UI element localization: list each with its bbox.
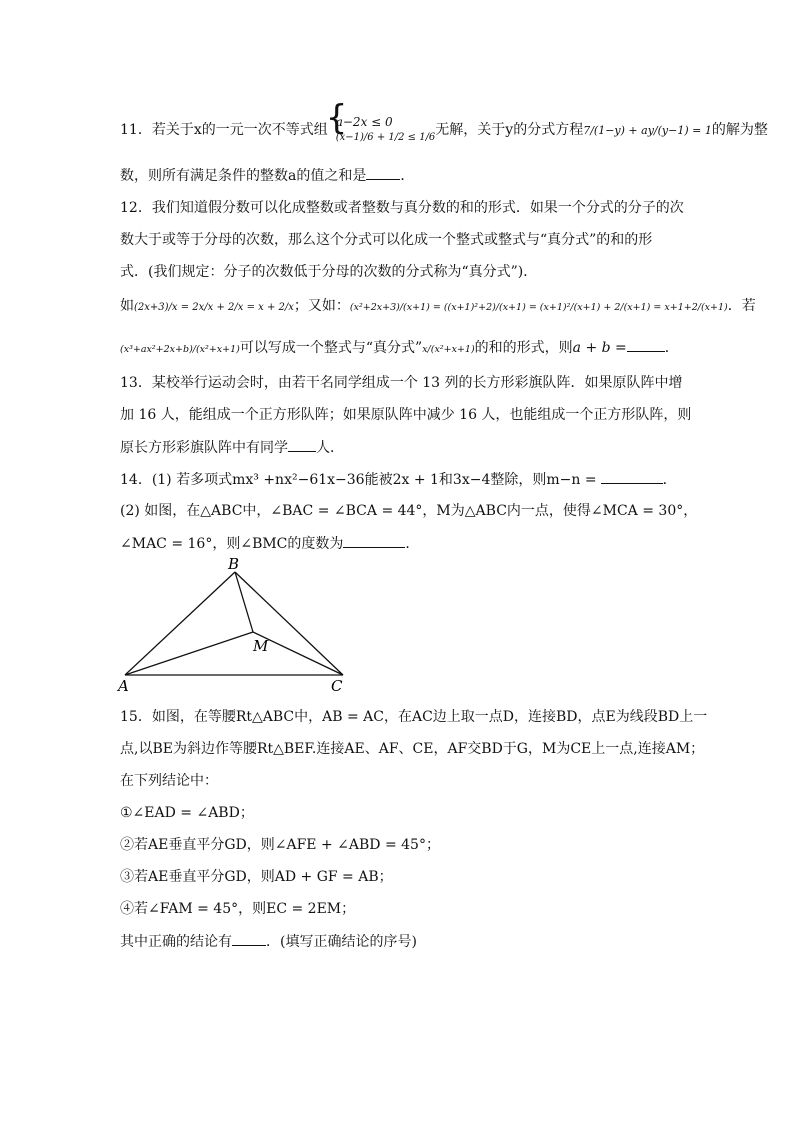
- q13-line1: 13．某校举行运动会时，由若干名同学组成一个 13 列的长方形彩旗队阵．如果原队阵中增: [120, 375, 683, 391]
- q11-line2-text: 数，则所有满足条件的整数a的值之和是: [120, 168, 367, 184]
- q14-line1-text: 14．(1) 若多项式mx³ +nx²−61x−36能被2x + 1和3x−4整除，则m−n =: [120, 472, 597, 488]
- q12-example-2: (x²+2x+3)/(x+1) = ((x+1)²+2)/(x+1) = (x+1)²/(x+1) + 2/(x+1) = x+1+2/(x+1): [349, 302, 728, 313]
- label-m: M: [253, 637, 269, 655]
- q14-answer-blank-2[interactable]: [343, 533, 405, 548]
- q14-line1-end: ．: [662, 472, 677, 488]
- q13-answer-blank[interactable]: [288, 437, 316, 452]
- q12-ex-mid: ；又如：: [293, 298, 350, 314]
- label-b: B: [228, 555, 240, 573]
- q12-condition-fraction-2: x/(x²+x+1): [422, 344, 475, 355]
- q12-condition-fraction: (x³+ax²+2x+b)/(x²+x+1): [120, 344, 240, 355]
- q12-answer-blank[interactable]: [627, 337, 665, 352]
- q15-line2: 点,以BE为斜边作等腰Rt△BEF.连接AE、AF、CE，AF交BD于G，M为CE上一点,连接AM；: [120, 741, 705, 757]
- q15-answer-blank[interactable]: [232, 931, 266, 946]
- q11-ineq-line2: (x−1)/6 + 1/2 ≤ 1/6: [335, 132, 436, 143]
- q12-ex-prefix: 如: [120, 298, 134, 314]
- q12-example-line: [120, 296, 756, 318]
- q14-line3: [120, 533, 419, 554]
- q12-example-1: (2x+3)/x = 2x/x + 2/x = x + 2/x: [134, 302, 294, 313]
- q11-line2: [120, 165, 414, 186]
- q12-cond-expr: a + b =: [572, 340, 627, 356]
- q11-fraction-equation: 7/(1−y) + ay/(y−1) = 1: [583, 124, 712, 137]
- q11-inequality-system: [328, 114, 436, 146]
- q11-answer-blank[interactable]: [366, 165, 400, 180]
- q15-line1: 15．如图，在等腰Rt△ABC中，AB = AC，在AC边上取一点D，连接BD，点E为线段BD上一: [120, 709, 708, 725]
- q12-cond-end: ．: [664, 340, 679, 356]
- q15-item-4: ④若∠FAM = 45°，则EC = 2EM；: [120, 901, 356, 917]
- label-c: C: [331, 677, 343, 695]
- segment-am: [125, 632, 253, 675]
- label-a: A: [118, 677, 129, 695]
- q13-line3-end: 人．: [316, 440, 344, 456]
- q12-line2: 数大于或等于分母的次数，那么这个分式可以化成一个整式或整式与“真分式”的和的形: [120, 232, 653, 248]
- q15-item-2: ②若AE垂直平分GD，则∠AFE + ∠ABD = 45°；: [120, 837, 440, 853]
- q13-line3-text: 原长方形彩旗队阵中有同学: [120, 440, 288, 456]
- q12-cond-text2: 的和的形式，则: [474, 340, 573, 356]
- q15-item-1: ①∠EAD = ∠ABD；: [120, 805, 254, 821]
- q12-line1: 12．我们知道假分数可以化成整数或者整数与真分数的和的形式．如果一个分式的分子的次: [120, 200, 684, 216]
- q15-item-3: ③若AE垂直平分GD，则AD + GF = AB；: [120, 869, 393, 885]
- q11-text-part1: 11．若关于x的一元一次不等式组: [120, 122, 328, 138]
- q13-line2: 加 16 人，能组成一个正方形队阵；如果原队阵中减少 16 人，也能组成一个正方形队阵，则: [120, 407, 692, 423]
- q14-line3-end: ．: [405, 536, 420, 552]
- triangle-figure: [0, 555, 794, 695]
- q15-last-line: [120, 931, 417, 952]
- q14-line2: (2) 如图，在△ABC中，∠BAC = ∠BCA = 44°，M为△ABC内一点，使得∠MCA = 30°，: [120, 503, 698, 519]
- q12-line3: 式．(我们规定：分子的次数低于分母的次数的分式称为“真分式”)．: [120, 264, 538, 280]
- q11-line1: [120, 114, 768, 146]
- q11-line2-end: ．: [400, 168, 415, 184]
- q15-line3: 在下列结论中：: [120, 773, 218, 789]
- segment-ab: [125, 572, 235, 675]
- segment-bc: [235, 572, 343, 675]
- q11-text-part3: 的解为整: [711, 122, 768, 138]
- q12-condition-line: [120, 337, 679, 360]
- q14-line1: [120, 469, 677, 490]
- q14-answer-blank-1[interactable]: [601, 469, 663, 484]
- q12-cond-text: 可以写成一个整式与“真分式”: [239, 340, 423, 356]
- q15-last-end: ．(填写正确结论的序号): [266, 934, 417, 950]
- q13-line3: [120, 437, 344, 458]
- q14-line3-text: ∠MAC = 16°，则∠BMC的度数为: [120, 536, 344, 552]
- q12-ex-end: ．若: [727, 298, 756, 314]
- q15-last-text: 其中正确的结论有: [120, 934, 232, 950]
- q11-ineq-line1: { a−2x ≤ 0: [335, 115, 393, 129]
- q11-text-part2: 无解，关于y的分式方程: [435, 122, 584, 138]
